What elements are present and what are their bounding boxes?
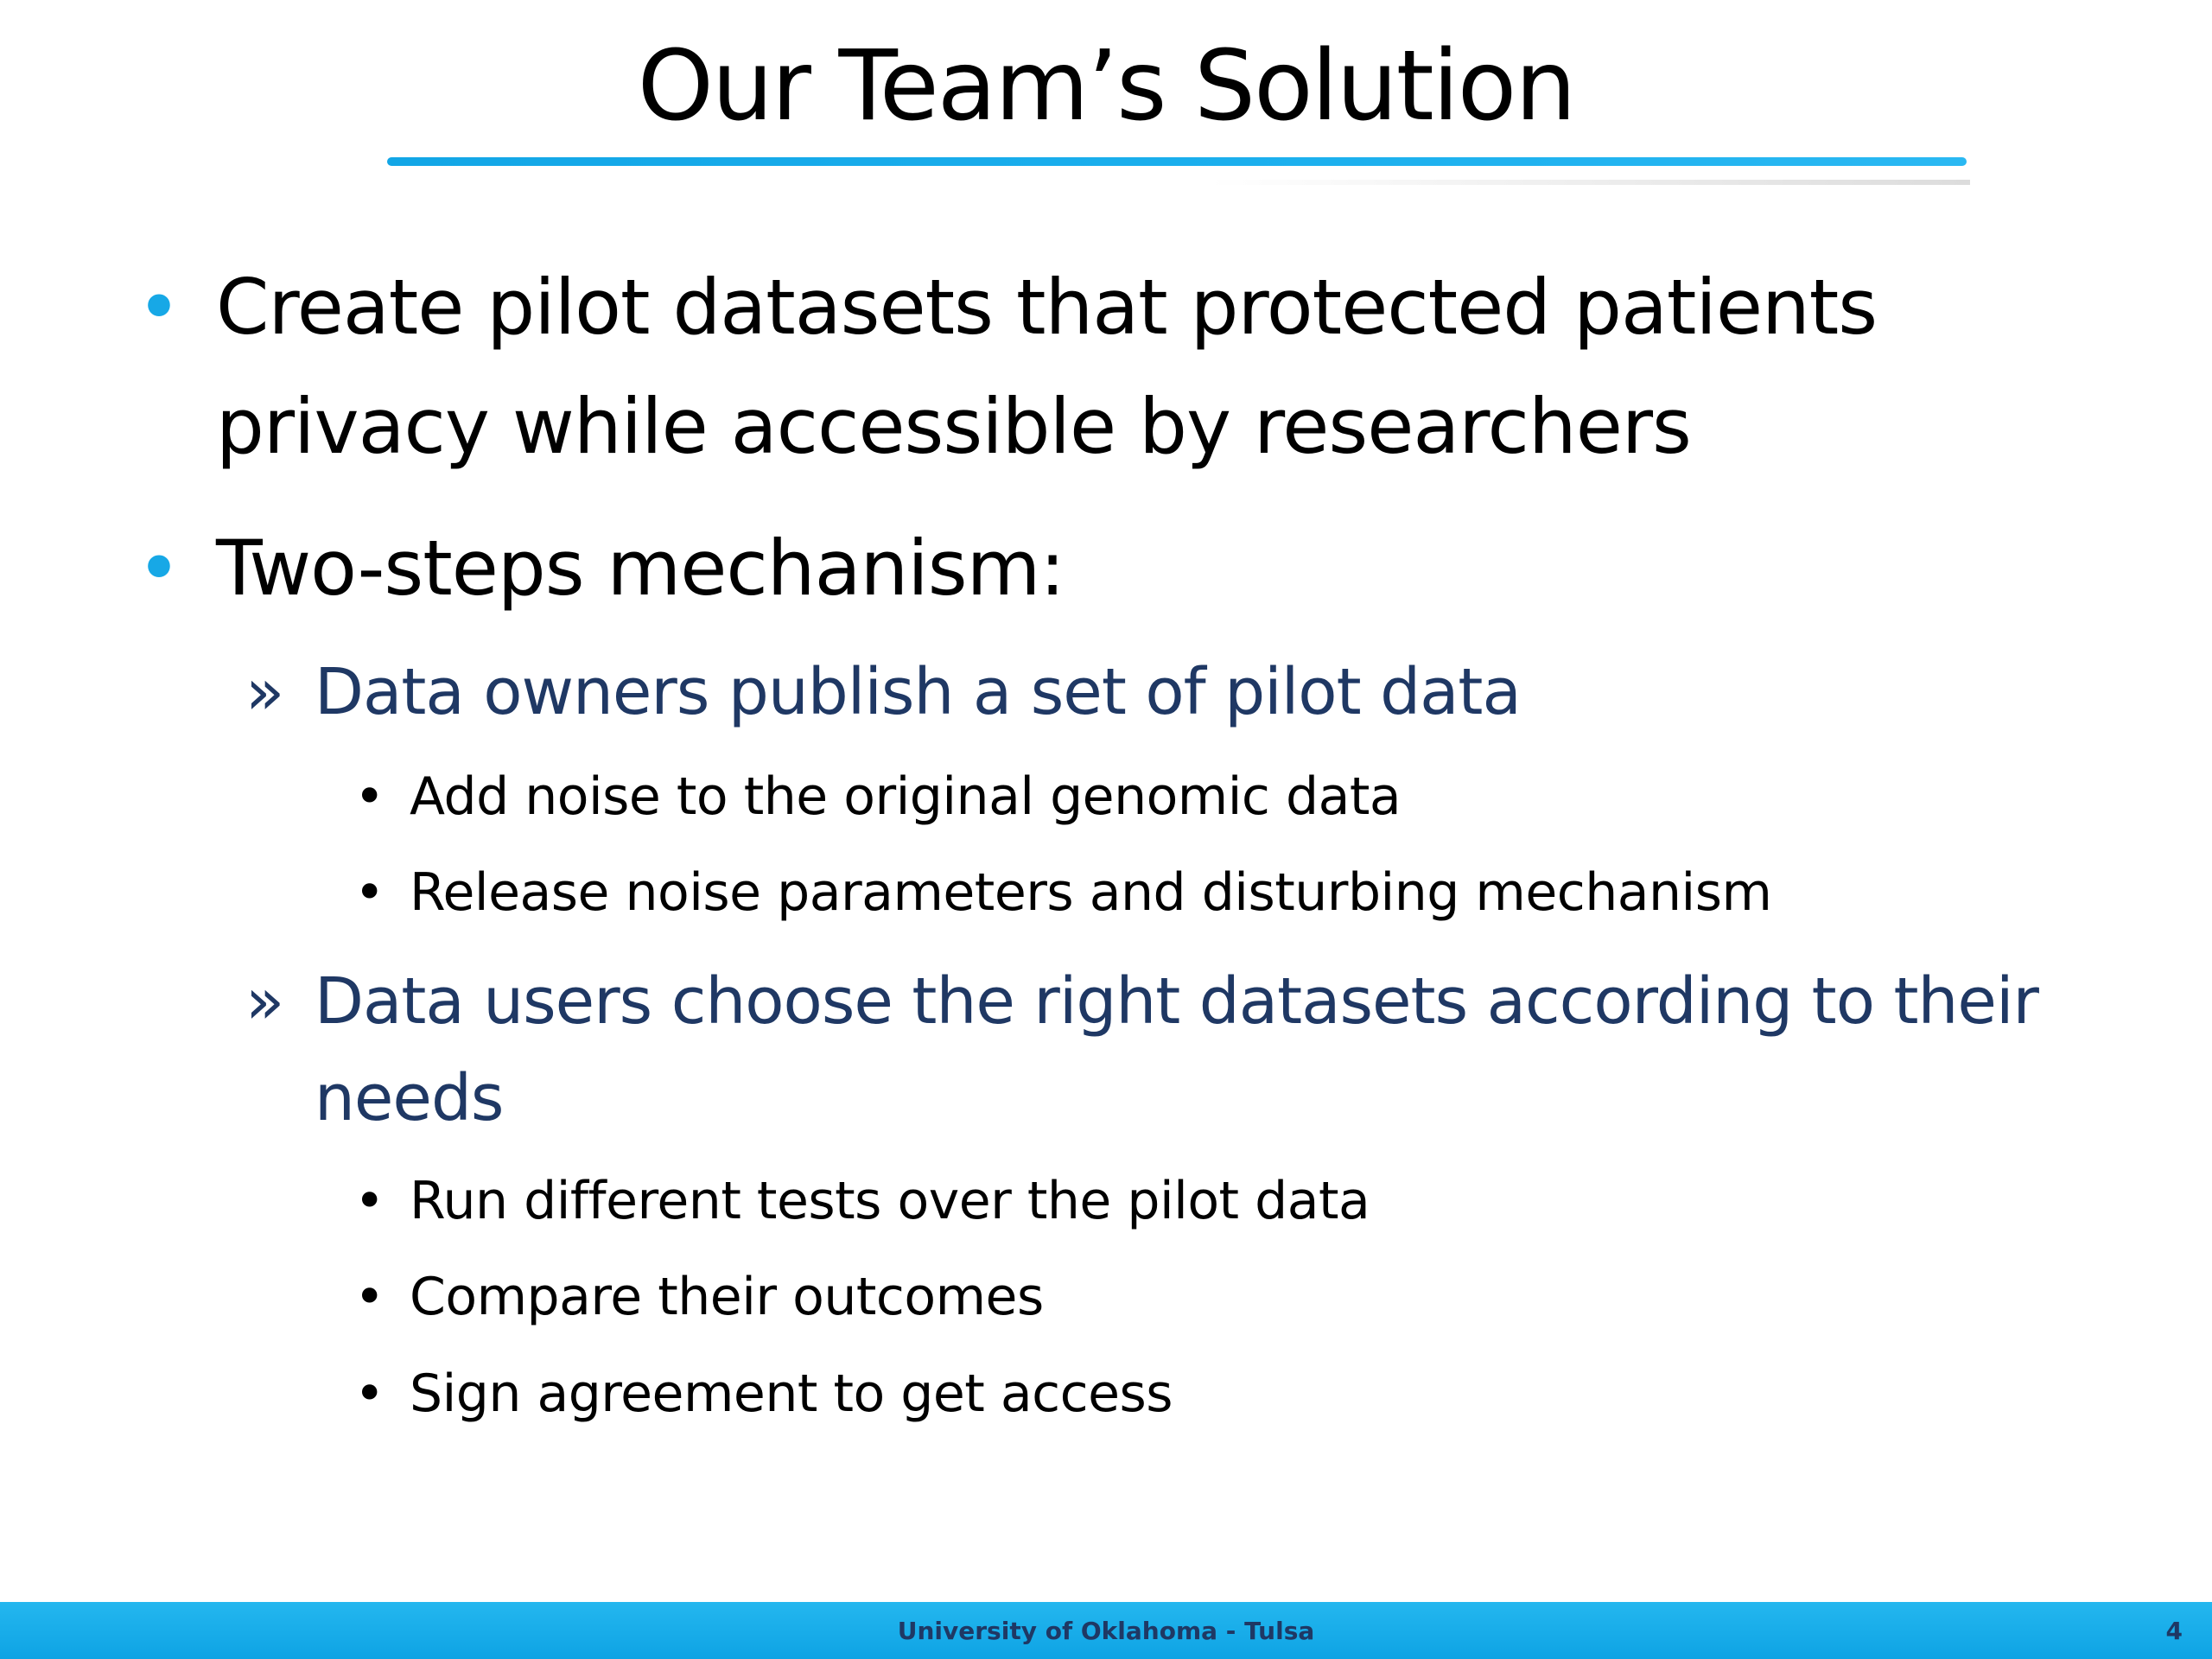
sub-sub-bullet-marker: •	[354, 1267, 385, 1327]
bullet-item	[137, 248, 1877, 486]
sub-bullet-text: Data owners publish a set of pilot data	[315, 655, 1521, 729]
sub-sub-bullet-item	[354, 1154, 1370, 1249]
bullet-marker: •	[137, 524, 181, 613]
bullet-marker: •	[137, 263, 181, 352]
sub-sub-bullet-text: Sign agreement to get access	[410, 1363, 1173, 1424]
sub-sub-bullet-item	[354, 749, 1401, 844]
bullet-item	[137, 509, 1065, 628]
sub-bullet-item	[245, 644, 1521, 741]
footer-text: University of Oklahoma - Tulsa	[897, 1617, 1315, 1645]
sub-bullet-text: Data users choose the right datasets according to their	[315, 964, 2038, 1039]
slide-title: Our Team’s Solution	[637, 30, 1575, 143]
bullet-text: Two-steps mechanism:	[216, 524, 1065, 613]
page-number: 4	[2165, 1617, 2183, 1645]
sub-bullet-text: needs	[315, 1061, 504, 1135]
sub-sub-bullet-item	[354, 845, 1771, 940]
bullet-text: Create pilot datasets that protected patients	[216, 263, 1878, 352]
sub-bullet-item	[245, 953, 2038, 1147]
sub-sub-bullet-item	[354, 1346, 1173, 1441]
sub-sub-bullet-marker: •	[354, 766, 385, 827]
sub-sub-bullet-item	[354, 1249, 1044, 1344]
sub-sub-bullet-marker: •	[354, 862, 385, 923]
sub-sub-bullet-text: Add noise to the original genomic data	[410, 766, 1402, 827]
sub-sub-bullet-marker: •	[354, 1363, 385, 1424]
sub-sub-bullet-marker: •	[354, 1171, 385, 1231]
sub-sub-bullet-text: Release noise parameters and disturbing mechanism	[410, 862, 1772, 923]
sub-sub-bullet-text: Compare their outcomes	[410, 1267, 1044, 1327]
sub-bullet-marker: »	[245, 964, 284, 1039]
bullet-text: privacy while accessible by researchers	[216, 382, 1691, 471]
title-underline	[387, 157, 1967, 166]
title-underline-shadow	[1210, 180, 1970, 185]
sub-sub-bullet-text: Run different tests over the pilot data	[410, 1171, 1370, 1231]
sub-bullet-marker: »	[245, 655, 284, 729]
footer-bar	[0, 1602, 2212, 1659]
